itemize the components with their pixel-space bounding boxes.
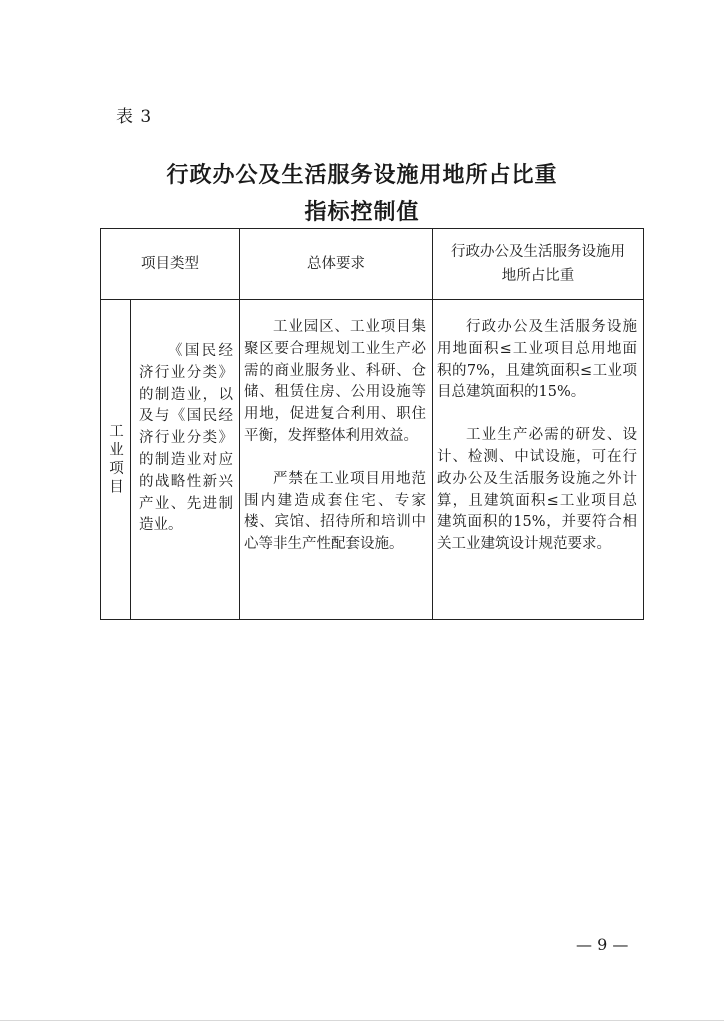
ratio-cell xyxy=(433,317,643,556)
ratio-indicator-table xyxy=(100,228,644,620)
table-title-line-1: 行政办公及生活服务设施用地所占比重 xyxy=(166,163,558,188)
header-general-requirement: 总体要求 xyxy=(307,256,365,272)
table-title-line-2: 指标控制值 xyxy=(304,200,420,225)
requirement-paragraph-2: 严禁在工业项目用地范围内建造成套住宅、专家楼、宾馆、招待所和培训中心等非生产性配套设施。 xyxy=(244,470,426,553)
general-requirement-cell xyxy=(240,317,432,556)
header-row-divider xyxy=(101,299,643,300)
page-number: — 9 — xyxy=(576,935,629,954)
requirement-paragraph-1: 工业园区、工业项目集聚区要合理规划工业生产必需的商业服务业、科研、仓储、租赁住房、公用设施等用地，促进复合利用、职住平衡，发挥整体利用效益。 xyxy=(244,319,426,444)
project-type-detail xyxy=(131,341,239,537)
table-label: 表 3 xyxy=(116,107,153,127)
ratio-paragraph-2: 工业生产必需的研发、设计、检测、中试设施，可在行政办公及生活服务设施之外计算，且建筑面积≤工业项目总建筑面积的15%，并要符合相关工业建筑设计规范要求。 xyxy=(437,427,637,553)
ratio-paragraph-1: 行政办公及生活服务设施用地面积≤工业项目总用地面积的7%，且建筑面积≤工业项目总建筑面积的15%。 xyxy=(437,319,637,401)
scan-edge-line xyxy=(0,1020,724,1021)
header-ratio: 行政办公及生活服务设施用地所占比重 xyxy=(451,244,625,284)
category-label: 工业项目 xyxy=(107,422,123,497)
header-project-type: 项目类型 xyxy=(141,256,199,272)
project-type-detail-text: 《国民经济行业分类》的制造业，以及与《国民经济行业分类》的制造业对应的战略性新兴产业、先进制造业。 xyxy=(139,343,233,534)
